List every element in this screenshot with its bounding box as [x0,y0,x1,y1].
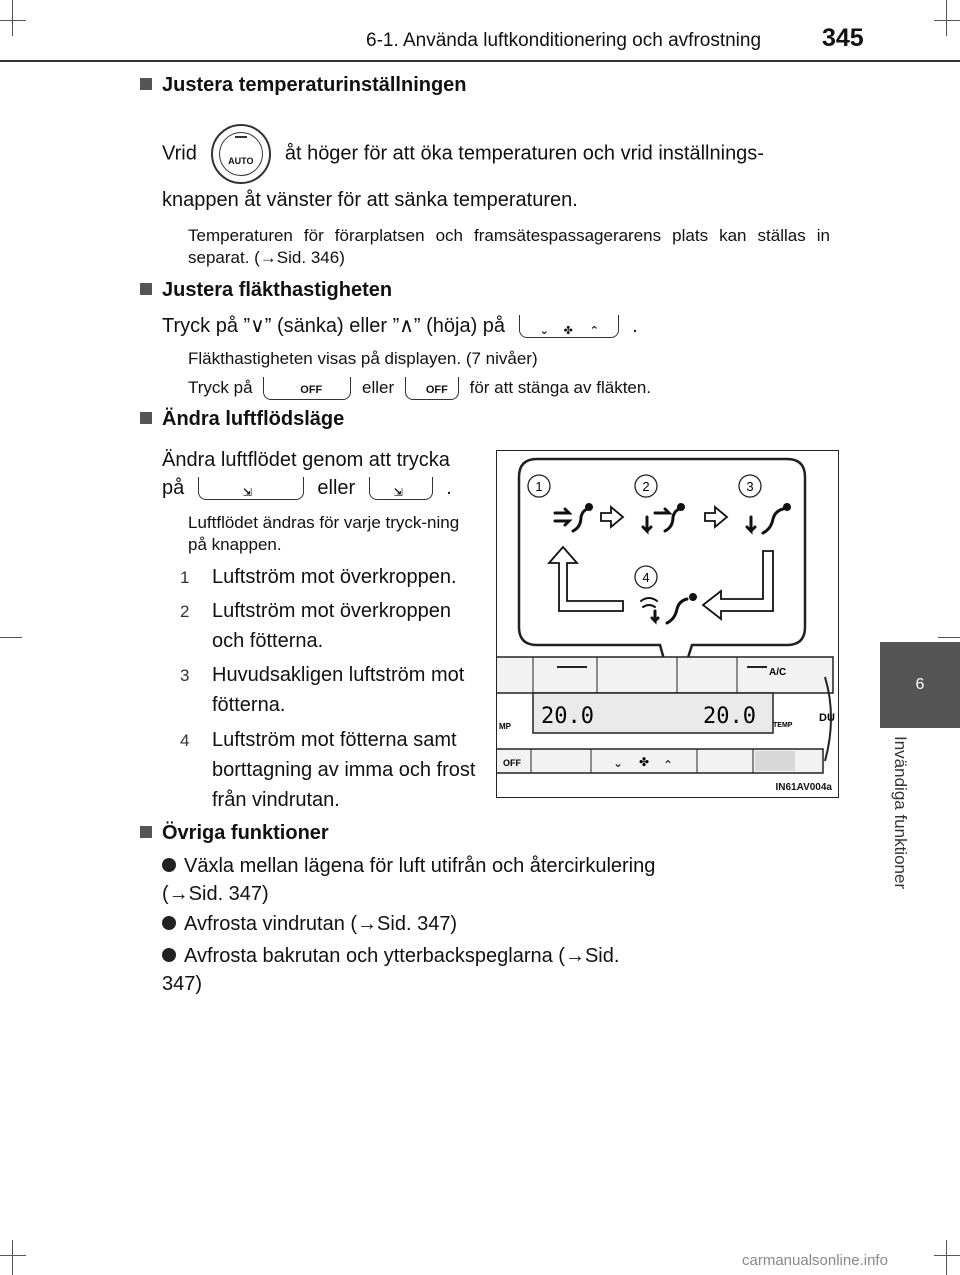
square-bullet-icon [140,412,152,424]
header-rule [0,60,960,62]
airflow-line1: Ändra luftflödet genom att trycka [162,449,450,471]
airflow-diagram [497,451,838,797]
temp-left-label: MP [499,722,511,731]
crop-mark [946,0,947,36]
callout-3: 3 [746,479,754,494]
heading-other: Övriga funktioner [140,822,329,845]
crop-mark [934,20,960,21]
dual-label: DU [819,712,835,724]
temp-right-label: TEMP [773,722,793,729]
crop-mark [0,637,22,638]
bullet-item: Avfrosta vindrutan (→Sid. 347) [162,910,722,938]
fan-note1: Fläkthastigheten visas på displayen. (7 nivåer) [188,349,538,368]
airflow-mode-button-icon: ⇲ [198,477,304,500]
chapter-number: 6 [915,676,925,693]
display-temp-right: 20.0 [703,704,756,729]
dot-bullet-icon [162,858,176,872]
fan-note2: Tryck på OFF eller OFF för att stänga av fläkten. [188,377,651,400]
heading-fan: Justera fläkthastigheten [140,279,392,302]
list-item: 1 Luftström mot överkroppen. [180,566,457,588]
airflow-note: Luftflödet ändras för varje tryck-ning på knappen. [188,513,460,554]
fan-up-icon: ⌃ [663,758,674,772]
square-bullet-icon [140,283,152,295]
airflow-mode-button-icon: ⇲ [369,477,433,500]
heading-temperature: Justera temperaturinställningen [140,74,467,97]
page-number: 345 [822,24,864,52]
crop-mark [946,1240,947,1275]
climate-panel-figure [496,450,839,798]
footer-watermark: carmanualsonline.info [742,1252,888,1269]
fan-icon: ✤ [639,755,650,769]
auto-knob-icon: AUTO [211,124,271,184]
fan-paragraph: Tryck på ”∨” (sänka) eller ”∧” (höja) på ⌄ ✤ ⌃ . [162,315,638,338]
list-item: 2 Luftström mot överkroppen och fötterna. [180,600,451,652]
off-label: OFF [503,758,521,768]
crop-mark [12,0,13,36]
dot-bullet-icon [162,948,176,962]
fan-down-icon: ⌄ [613,756,624,770]
dot-bullet-icon [162,916,176,930]
list-item: 4 Luftström mot fötterna samt borttagning av imma och frost från vindrutan. [180,729,476,811]
bullet-item: Växla mellan lägena för luft utifrån och återcirkulering (→Sid. 347) [162,855,656,905]
chapter-tab [880,642,960,728]
ac-label: A/C [769,667,787,678]
bullet-item: Avfrosta bakrutan och ytterbackspeglarna (→Sid. 347) [162,945,620,995]
list-item: 3 Huvudsakligen luftström mot fötterna. [180,664,465,716]
crop-mark [938,637,960,638]
display-temp-left: 20.0 [541,704,594,729]
temp-note: Temperaturen för förarplatsen och framsätespassagerarens plats kan ställas in separat. (→Sid. 346) [188,226,830,267]
heading-airflow: Ändra luftflödsläge [140,408,344,431]
callout-1: 1 [535,479,543,494]
callout-4: 4 [642,570,650,585]
crop-mark [12,1240,13,1275]
fan-off-button-icon: OFF [405,377,459,400]
crop-mark [934,1255,960,1256]
fan-speed-button-icon: ⌄ ✤ ⌃ [519,315,619,338]
temp-paragraph-line2: knappen åt vänster för att sänka temperaturen. [162,189,578,211]
square-bullet-icon [140,78,152,90]
temp-paragraph: Vrid AUTO åt höger för att öka temperaturen och vrid inställnings- [162,124,764,184]
crop-mark [0,1255,26,1256]
fan-off-button-icon: OFF [263,377,351,400]
crop-mark [0,20,26,21]
running-header: 6-1. Använda luftkonditionering och avfrostning [366,30,762,51]
chapter-label: Invändiga funktioner [891,736,910,890]
figure-caption: IN61AV004a [775,782,832,793]
airflow-line2: på ⇲ eller ⇲ . [162,477,452,500]
callout-2: 2 [642,479,650,494]
square-bullet-icon [140,826,152,838]
